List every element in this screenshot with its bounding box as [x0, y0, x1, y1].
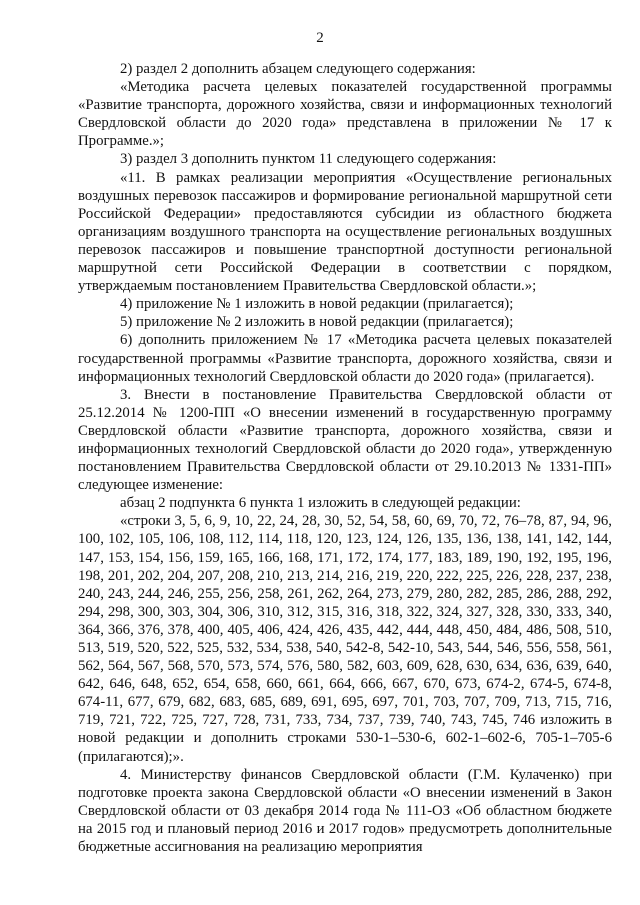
paragraph-rows-list: «строки 3, 5, 6, 9, 10, 22, 24, 28, 30, 52, 54, 58, 60, 69, 70, 72, 76–78, 87, 94, 96, 100, 102, 105, 106, 108, 112, 114, 118, 120, 123, 124, 126, 135, 136, 138, 141, 142, 144, 147, 153, 154, 156, 159, 165, 166, 168, 171, 172, 174, 177, 183, 189, 190, 192, 195, 196, 198, 201, 202, 204, 207, 208, 210, 213, 214, 216, 219, 220, 222, 225, 226, 228, 237, 238, 240, 243, 244, 246, 255, 256, 258, 261, 262, 264, 273, 279, 280, 282, 285, 286, 288, 292, 294, 298, 300, 303, 304, 306, 310, 312, 315, 316, 318, 322, 324, 327, 328, 330, 333, 340, 364, 366, 376, 378, 400, 405, 406, 424, 426, 435, 442, 444, 448, 450, 484, 486, 508, 510, 513, 519, 520, 522, 525, 532, 534, 538, 540, 542-8, 542-10, 543, 544, 546, 556, 558, 561, 562, 564, 567, 568, 570, 573, 574, 576, 580, 582, 603, 609, 628, 630, 634, 636, 639, 640, 642, 646, 648, 652, 654, 658, 660, 661, 664, 666, 667, 670, 673, 674-2, 674-5, 674-8, 674-11, 677, 679, 682, 683, 685, 689, 691, 695, 697, 701, 703, 707, 709, 713, 715, 716, 719, 721, 722, 725, 727, 728, 731, 733, 734, 737, 739, 740, 743, 745, 746 изложить в новой редакции и дополнить строками 530-1–530-6, 602-1–602-6, 705-1–705-6 (прилагаются);».: [78, 513, 612, 765]
paragraph-section2-intro: 2) раздел 2 дополнить абзацем следующего содержания:: [120, 61, 476, 77]
paragraph-appendix-17: 6) дополнить приложением № 17 «Методика расчета целевых показателей государственной программы «Развитие транспорта, дорожного хозяйства, связи и информационных технологий Свердловской области до 2020 года» (прилагается).: [78, 332, 612, 385]
paragraph-methodology-quote: «Методика расчета целевых показателей государственной программы «Развитие транспорта, дорожного хозяйства, связи и информационных технологий Свердловской области до 2020 года» представлена в приложении № 17 к Программе.»;: [78, 79, 612, 150]
paragraph-item-11: «11. В рамках реализации мероприятия «Осуществление региональных воздушных перевозок пассажиров и формирование региональной маршрутной сети Российской Федерации» предоставляются субсидии из областного бюджета организациям воздушного транспорта на осуществление региональных воздушных перевозок пассажиров и повышение транспортной доступности региональной маршрутной сети Российской Федерации в соответствии с порядком, утверждаемым постановлением Правительства Свердловской области.»;: [78, 169, 612, 295]
paragraph-section3-intro: 3) раздел 3 дополнить пунктом 11 следующего содержания:: [120, 151, 497, 168]
paragraph-appendix-1: 4) приложение № 1 изложить в новой редакции (прилагается);: [120, 296, 514, 313]
paragraph-point-3: 3. Внести в постановление Правительства Свердловской области от 25.12.2014 № 1200-ПП «О внесении изменений в государственную программу Свердловской области «Развитие транспорта, дорожного хозяйства, связи и информационных технологий Свердловской области до 2020 года», утвержденную постановлением Правительства Свердловской области от 29.10.2013 № 1331-ПП» следующее изменение:: [78, 386, 612, 494]
paragraph-appendix-2: 5) приложение № 2 изложить в новой редакции (прилагается);: [120, 314, 514, 331]
paragraph-point-4: 4. Министерству финансов Свердловской области (Г.М. Кулаченко) при подготовке проекта закона Свердловской области «О внесении изменений в Закон Свердловской области от 03 декабря 2014 года № 111-ОЗ «Об областном бюджете на 2015 год и плановый период 2016 и 2017 годов» предусмотреть дополнительные бюджетные ассигнования на реализацию мероприятия: [78, 766, 612, 856]
paragraph-subitem-6: абзац 2 подпункта 6 пункта 1 изложить в следующей редакции:: [120, 495, 521, 512]
document-body: [78, 60, 612, 856]
page-number: 2: [316, 30, 324, 46]
